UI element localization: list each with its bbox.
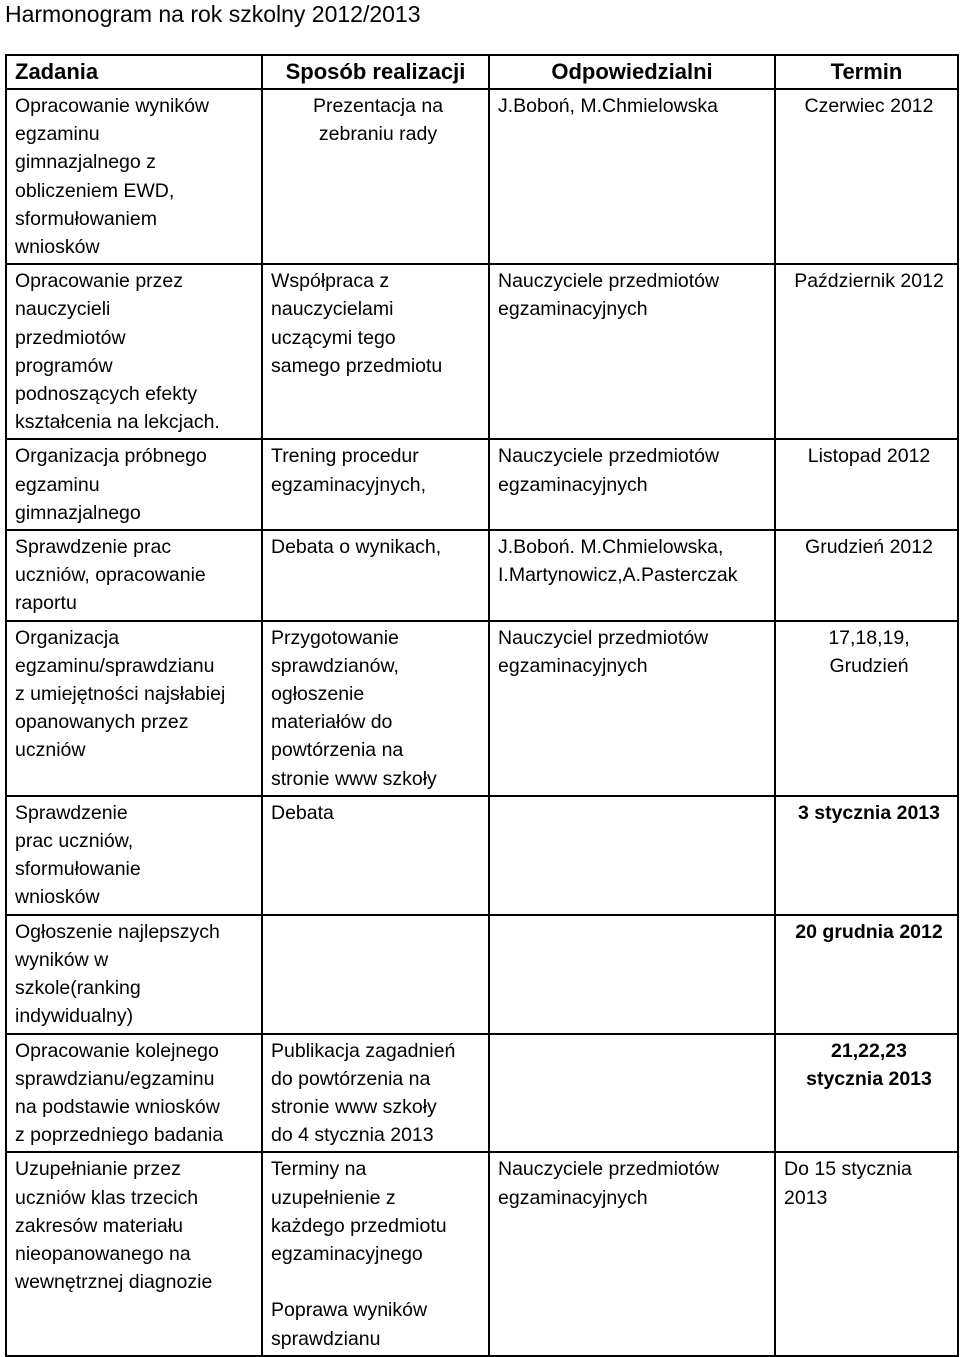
page-title: Harmonogram na rok szkolny 2012/2013 [5, 1, 421, 27]
term-cell: Grudzień 2012 [775, 530, 958, 621]
responsible-cell: Nauczyciele przedmiotów egzaminacyjnych [489, 439, 775, 530]
method-cell: Debata [262, 796, 489, 915]
table-row [6, 530, 958, 621]
responsible-cell [489, 1034, 775, 1153]
method-cell: Przygotowanie sprawdzianów, ogłoszenie materiałów do powtórzenia na stronie www szkoły [262, 621, 489, 796]
schedule-table [5, 54, 959, 1357]
header-term: Termin [775, 55, 958, 89]
method-cell: Prezentacja na zebraniu rady [262, 89, 489, 264]
table-row [6, 1152, 958, 1355]
method-cell [262, 915, 489, 1034]
method-cell: Współpraca z nauczycielami uczącymi tego samego przedmiotu [262, 264, 489, 439]
task-cell: Ogłoszenie najlepszych wyników w szkole(ranking indywidualny) [6, 915, 262, 1034]
table-row [6, 796, 958, 915]
task-cell: Sprawdzenie prac uczniów, opracowanie raportu [6, 530, 262, 621]
task-cell: Opracowanie kolejnego sprawdzianu/egzaminu na podstawie wniosków z poprzedniego badania [6, 1034, 262, 1153]
task-cell: Organizacja próbnego egzaminu gimnazjalnego [6, 439, 262, 530]
table-row [6, 439, 958, 530]
task-cell: Opracowanie przez nauczycieli przedmiotów programów podnoszących efekty kształcenia na lekcjach. [6, 264, 262, 439]
responsible-cell: Nauczyciel przedmiotów egzaminacyjnych [489, 621, 775, 796]
task-cell: Opracowanie wyników egzaminu gimnazjalnego z obliczeniem EWD, sformułowaniem wniosków [6, 89, 262, 264]
responsible-cell: Nauczyciele przedmiotów egzaminacyjnych [489, 264, 775, 439]
task-cell: Uzupełnianie przez uczniów klas trzecich zakresów materiału nieopanowanego na wewnętrznej diagnozie [6, 1152, 262, 1355]
method-cell: Terminy na uzupełnienie z każdego przedmiotu egzaminacyjnego Poprawa wyników sprawdzianu [262, 1152, 489, 1355]
responsible-cell [489, 915, 775, 1034]
table-row [6, 1034, 958, 1153]
term-cell: 21,22,23 stycznia 2013 [775, 1034, 958, 1153]
header-tasks: Zadania [6, 55, 262, 89]
responsible-cell: J.Boboń. M.Chmielowska, I.Martynowicz,A.Pasterczak [489, 530, 775, 621]
term-cell: Listopad 2012 [775, 439, 958, 530]
term-cell: Do 15 stycznia 2013 [775, 1152, 958, 1355]
task-cell: Sprawdzenie prac uczniów, sformułowanie wniosków [6, 796, 262, 915]
header-row [6, 55, 958, 89]
method-cell: Debata o wynikach, [262, 530, 489, 621]
table-row [6, 89, 958, 264]
term-cell: 17,18,19, Grudzień [775, 621, 958, 796]
method-cell: Publikacja zagadnień do powtórzenia na stronie www szkoły do 4 stycznia 2013 [262, 1034, 489, 1153]
header-method: Sposób realizacji [262, 55, 489, 89]
table-row [6, 621, 958, 796]
responsible-cell: Nauczyciele przedmiotów egzaminacyjnych [489, 1152, 775, 1355]
table-row [6, 915, 958, 1034]
header-responsible: Odpowiedzialni [489, 55, 775, 89]
term-cell: 3 stycznia 2013 [775, 796, 958, 915]
responsible-cell: J.Boboń, M.Chmielowska [489, 89, 775, 264]
task-cell: Organizacja egzaminu/sprawdzianu z umiejętności najsłabiej opanowanych przez uczniów [6, 621, 262, 796]
term-cell: Czerwiec 2012 [775, 89, 958, 264]
table-row [6, 264, 958, 439]
term-cell: Październik 2012 [775, 264, 958, 439]
term-cell: 20 grudnia 2012 [775, 915, 958, 1034]
method-cell: Trening procedur egzaminacyjnych, [262, 439, 489, 530]
responsible-cell [489, 796, 775, 915]
